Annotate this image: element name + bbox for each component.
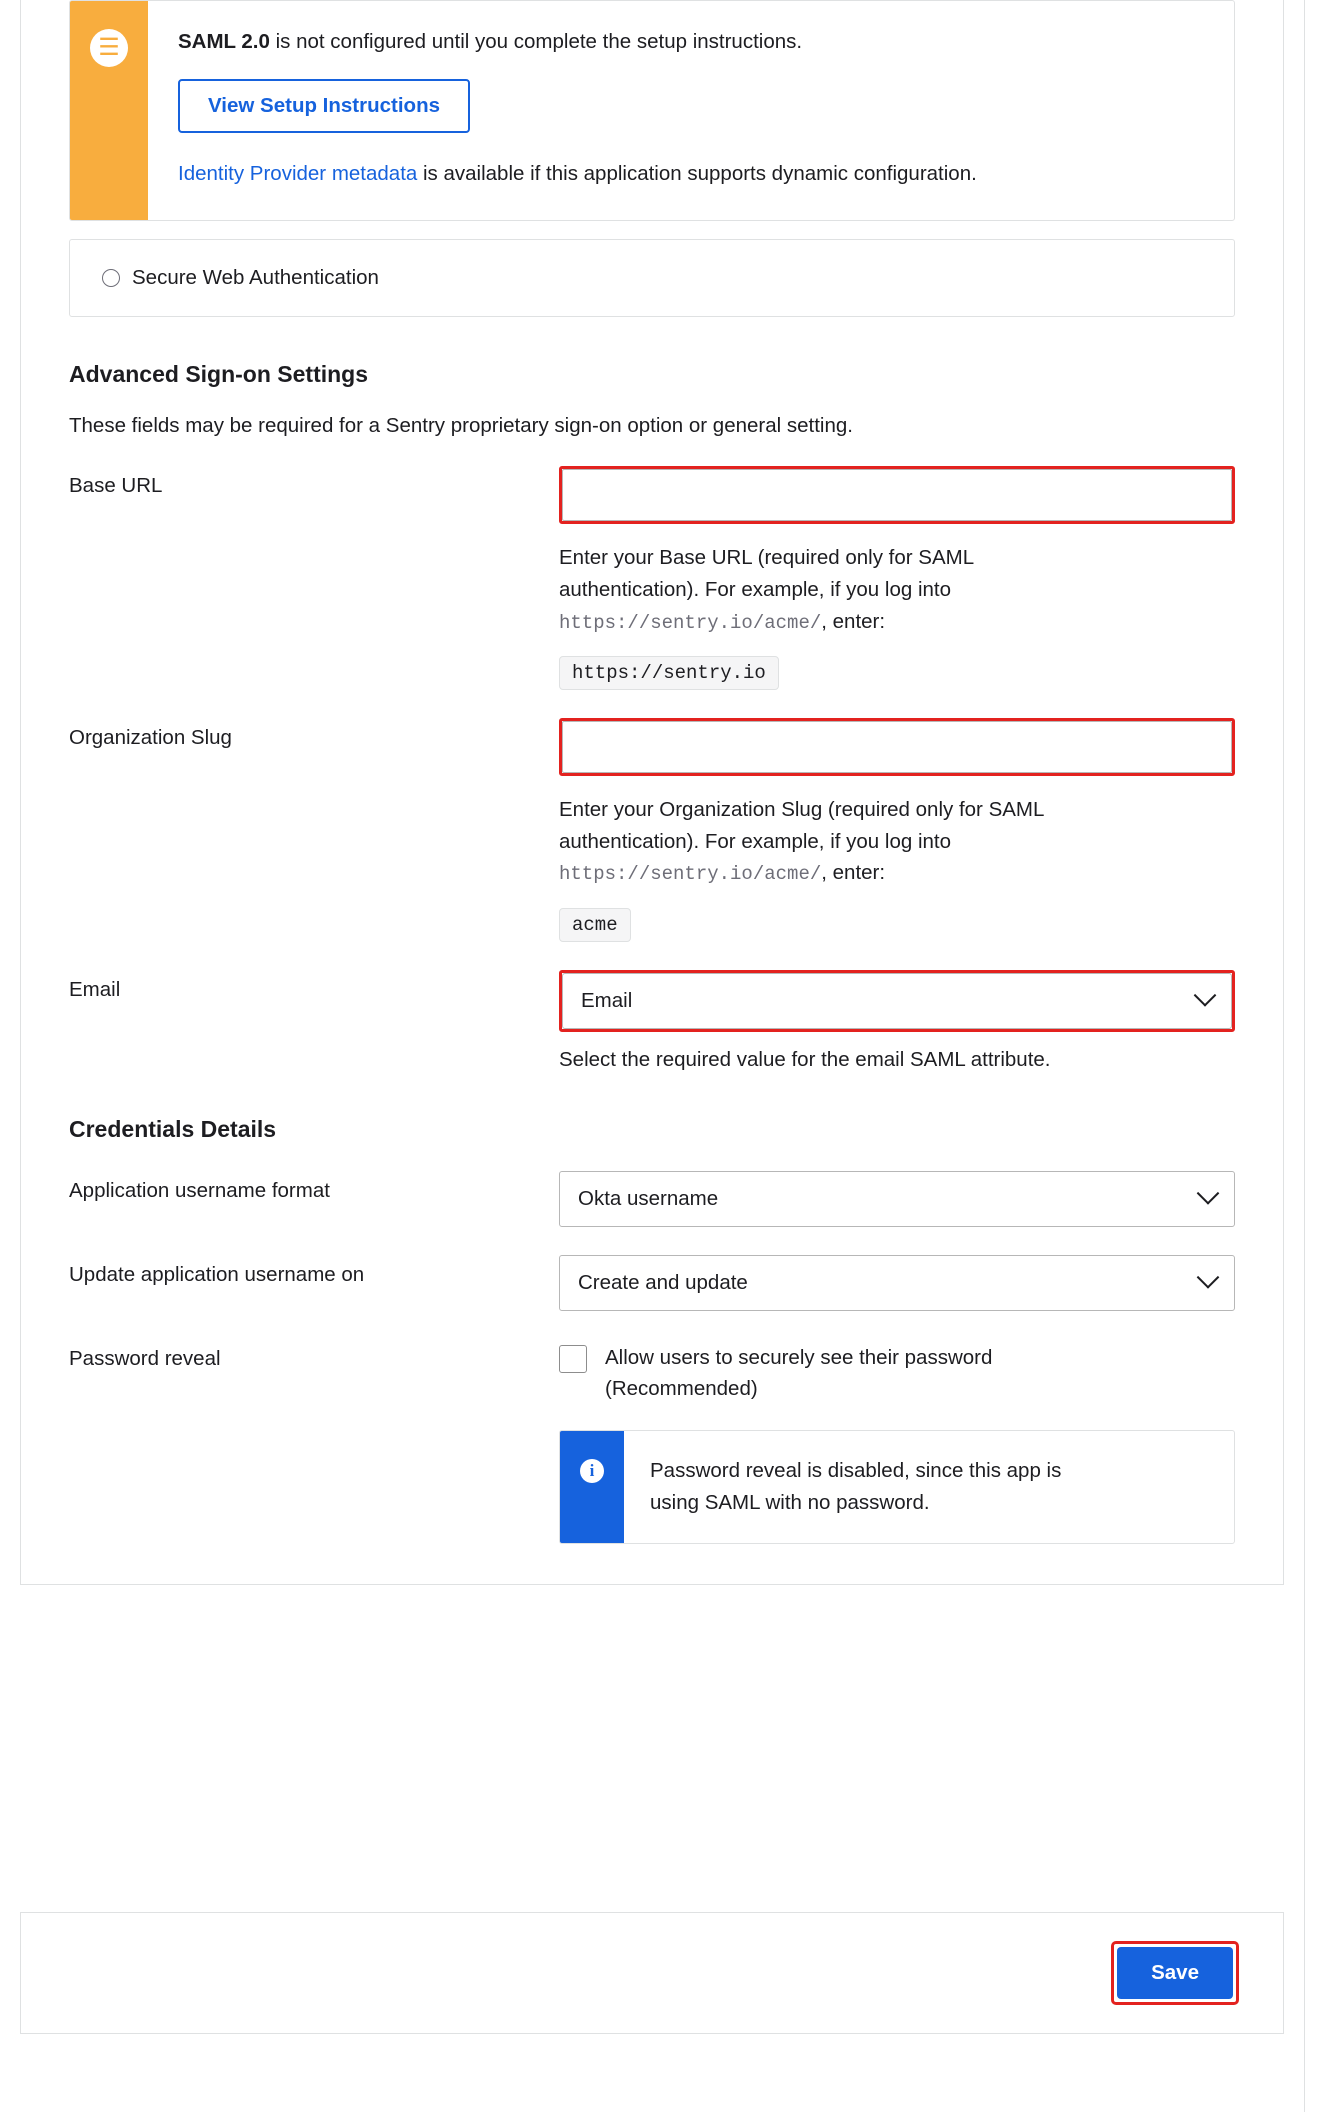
base-url-label: Base URL xyxy=(69,473,163,497)
password-reveal-info-line2: using SAML with no password. xyxy=(650,1491,930,1515)
password-reveal-checkbox[interactable] xyxy=(559,1345,587,1373)
radio-icon[interactable] xyxy=(102,269,120,287)
email-select-highlight xyxy=(559,970,1235,1032)
password-reveal-info-line1: Password reveal is disabled, since this app is xyxy=(650,1459,1062,1483)
base-url-help-tail: , enter: xyxy=(821,609,886,633)
info-stripe xyxy=(560,1431,624,1543)
base-url-row xyxy=(69,466,1235,690)
organization-slug-highlight xyxy=(559,718,1235,776)
organization-slug-help-tail: , enter: xyxy=(821,861,886,885)
organization-slug-help-line1: Enter your Organization Slug (required only for SAML xyxy=(559,797,1045,821)
banner-subtext xyxy=(178,159,1204,190)
banner-stripe xyxy=(70,1,148,220)
email-select-value: Email xyxy=(581,988,633,1012)
organization-slug-help xyxy=(559,794,1235,890)
organization-slug-row xyxy=(69,718,1235,942)
email-select-help: Select the required value for the email SAML attribute. xyxy=(559,1047,1051,1071)
organization-slug-help-example: https://sentry.io/acme/ xyxy=(559,863,822,886)
base-url-input[interactable] xyxy=(562,469,1232,521)
application-username-format-field xyxy=(559,1171,1235,1227)
password-reveal-row xyxy=(69,1339,1235,1544)
update-application-username-label: Update application username on xyxy=(69,1262,365,1286)
banner-content xyxy=(148,1,1234,220)
password-reveal-label: Password reveal xyxy=(69,1346,221,1370)
organization-slug-input[interactable] xyxy=(562,721,1232,773)
email-select[interactable] xyxy=(562,973,1232,1029)
application-username-format-value: Okta username xyxy=(578,1186,719,1210)
banner-message-bold: SAML 2.0 xyxy=(178,30,270,53)
credentials-details-title: Credentials Details xyxy=(69,1115,277,1142)
update-application-username-row xyxy=(69,1255,1235,1311)
secure-web-authentication-label: Secure Web Authentication xyxy=(132,265,379,289)
organization-slug-field-wrap xyxy=(559,718,1235,942)
update-application-username-select[interactable] xyxy=(559,1255,1235,1311)
password-reveal-info-callout xyxy=(559,1430,1235,1544)
update-application-username-field xyxy=(559,1255,1235,1311)
application-username-format-row xyxy=(69,1171,1235,1227)
organization-slug-help-line2: authentication). For example, if you log into xyxy=(559,829,951,853)
password-reveal-checkbox-line1: Allow users to securely see their password xyxy=(605,1345,993,1369)
form-footer xyxy=(20,1912,1284,2034)
chevron-down-icon xyxy=(1197,1266,1220,1289)
list-circle-icon: ☰ xyxy=(90,29,128,67)
password-reveal-field xyxy=(559,1339,1235,1544)
saml-setup-banner xyxy=(69,0,1235,221)
settings-card xyxy=(20,0,1284,1585)
save-button-highlight xyxy=(1111,1941,1239,2006)
email-row xyxy=(69,970,1235,1072)
banner-message-rest: is not configured until you complete the setup instructions. xyxy=(269,30,803,53)
chevron-down-icon xyxy=(1194,984,1217,1007)
advanced-signon-settings-title: Advanced Sign-on Settings xyxy=(69,360,369,387)
email-label: Email xyxy=(69,977,121,1001)
password-reveal-checkbox-row[interactable] xyxy=(559,1339,1235,1405)
banner-message xyxy=(178,27,1204,57)
advanced-signon-settings-description: These fields may be required for a Sentry proprietary sign-on option or general setting. xyxy=(69,413,853,437)
password-reveal-checkbox-label xyxy=(605,1343,992,1405)
application-username-format-label: Application username format xyxy=(69,1178,330,1202)
base-url-help xyxy=(559,542,1235,638)
view-setup-instructions-button[interactable]: View Setup Instructions xyxy=(178,79,470,134)
password-reveal-info-text xyxy=(624,1431,1087,1543)
application-username-format-select[interactable] xyxy=(559,1171,1235,1227)
identity-provider-metadata-link[interactable]: Identity Provider metadata xyxy=(178,162,418,186)
organization-slug-example-chip: acme xyxy=(559,908,631,942)
email-field-wrap xyxy=(559,970,1235,1072)
chevron-down-icon xyxy=(1197,1182,1220,1205)
base-url-highlight xyxy=(559,466,1235,524)
secure-web-authentication-option[interactable] xyxy=(69,239,1235,317)
banner-subtext-rest: is available if this application supports dynamic configuration. xyxy=(417,162,977,186)
organization-slug-label: Organization Slug xyxy=(69,725,232,749)
password-reveal-checkbox-line2: (Recommended) xyxy=(605,1376,758,1400)
save-button[interactable]: Save xyxy=(1117,1947,1233,2000)
base-url-example-chip: https://sentry.io xyxy=(559,656,779,690)
base-url-help-line2: authentication). For example, if you log into xyxy=(559,577,951,601)
update-application-username-value: Create and update xyxy=(578,1270,748,1294)
settings-card-body xyxy=(21,0,1283,1584)
base-url-help-line1: Enter your Base URL (required only for SAML xyxy=(559,545,975,569)
info-icon: i xyxy=(580,1459,604,1483)
base-url-help-example: https://sentry.io/acme/ xyxy=(559,611,822,634)
base-url-field-wrap xyxy=(559,466,1235,690)
panel-right-border xyxy=(1304,0,1305,2112)
